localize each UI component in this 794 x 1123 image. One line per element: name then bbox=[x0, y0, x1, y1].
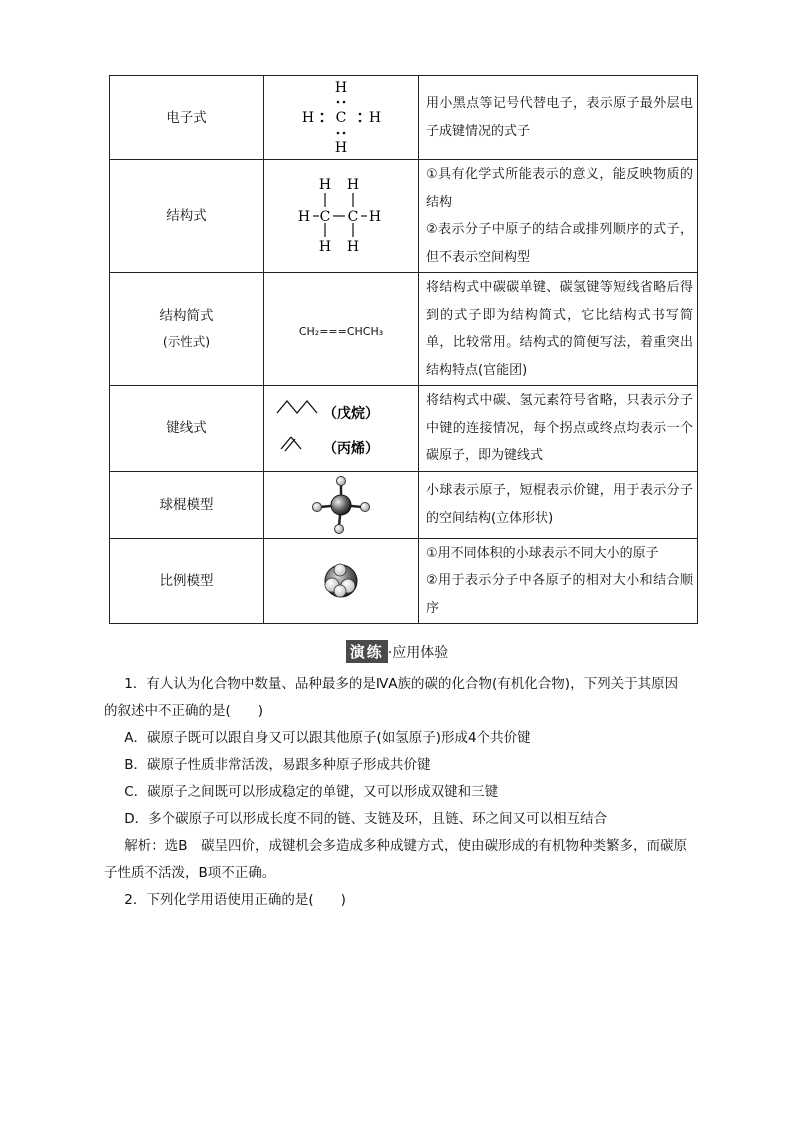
row-name: 球棍模型 bbox=[110, 471, 264, 538]
row-name: 电子式 bbox=[110, 76, 264, 160]
skeletal-formula-figure bbox=[264, 386, 419, 472]
row-name: 比例模型 bbox=[110, 538, 264, 624]
formula-atom: H bbox=[346, 177, 360, 193]
table-row bbox=[110, 386, 698, 472]
formula-atom: H bbox=[318, 239, 332, 255]
option-d: D．多个碳原子可以形成长度不同的链、支链及环，且链、环之间又可以相互结合 bbox=[124, 811, 608, 827]
row-name-sub: (示性式) bbox=[162, 334, 211, 349]
formula-atom: H bbox=[301, 109, 315, 126]
table-row bbox=[110, 538, 698, 624]
option-b: B．碳原子性质非常活泼，易跟多种原子形成共价键 bbox=[124, 757, 431, 773]
row-description: 将结构式中碳、氢元素符号省略，只表示分子中键的连接情况，每个拐点或终点均表示一个碳原子，即为键线式 bbox=[419, 386, 698, 472]
question-2: 2．下列化学用语使用正确的是( ) bbox=[124, 892, 346, 908]
propene-label: （丙烯） bbox=[323, 441, 379, 458]
representation-table bbox=[109, 75, 698, 624]
row-name: 结构简式 bbox=[159, 308, 214, 324]
option-a: A．碳原子既可以跟自身又可以跟其他原子(如氢原子)形成4个共价键 bbox=[124, 730, 531, 746]
row-description: 用小黑点等记号代替电子，表示原子最外层电子成键情况的式子 bbox=[419, 76, 698, 160]
row-description: ①用不同体积的小球表示不同大小的原子 ②用于表示分子中各原子的相对大小和结合顺序 bbox=[419, 538, 698, 624]
row-description: 小球表示原子，短棍表示价键，用于表示分子的空间结构(立体形状) bbox=[419, 471, 698, 538]
option-c: C．碳原子之间既可以形成稳定的单键，又可以形成双键和三键 bbox=[124, 784, 499, 800]
formula-atom: H bbox=[297, 209, 311, 225]
table-row bbox=[110, 273, 698, 386]
table-row bbox=[110, 471, 698, 538]
ball-stick-model bbox=[264, 471, 419, 538]
pentane-label: （戊烷） bbox=[323, 406, 379, 423]
section-title: ·应用体验 bbox=[387, 645, 449, 661]
formula-atom: H bbox=[368, 209, 382, 225]
electron-formula-figure bbox=[264, 76, 419, 160]
row-description: ①具有化学式所能表示的意义，能反映物质的结构 ②表示分子中原子的结合或排列顺序的式子，但不表示空间构型 bbox=[419, 160, 698, 273]
formula-atom: C bbox=[347, 209, 359, 225]
table-row bbox=[110, 76, 698, 160]
row-name-cell bbox=[110, 273, 264, 386]
question-1: 1．有人认为化合物中数量、品种最多的是ⅣA族的碳的化合物(有机化合物)，下列关于其原因的叙述中不正确的是( ) bbox=[104, 676, 679, 719]
condensed-formula-text: CH₂===CHCH₃ bbox=[298, 324, 384, 338]
formula-atom: H bbox=[318, 177, 332, 193]
formula-atom: H bbox=[346, 239, 360, 255]
formula-atom: H bbox=[334, 79, 348, 96]
row-name: 结构式 bbox=[110, 160, 264, 273]
formula-atom: H bbox=[334, 139, 348, 156]
space-filling-model bbox=[264, 538, 419, 624]
formula-atom: C bbox=[335, 109, 347, 126]
questions-block bbox=[104, 671, 690, 914]
pentane-skeleton bbox=[277, 401, 317, 413]
structural-formula-figure bbox=[264, 160, 419, 273]
table-row bbox=[110, 160, 698, 273]
section-badge: 演练 bbox=[346, 640, 388, 663]
section-heading bbox=[0, 640, 794, 663]
row-name: 键线式 bbox=[110, 386, 264, 472]
formula-atom: C bbox=[319, 209, 331, 225]
condensed-formula bbox=[264, 273, 419, 386]
analysis: 解析：选B 碳呈四价，成键机会多造成多种成键方式，使由碳形成的有机物种类繁多，而碳原子性质不活泼，B项不正确。 bbox=[104, 838, 688, 881]
formula-atom: H bbox=[368, 109, 382, 126]
row-description: 将结构式中碳碳单键、碳氢键等短线省略后得到的式子即为结构简式，它比结构式书写简单，比较常用。结构式的简便写法，着重突出结构特点(官能团) bbox=[419, 273, 698, 386]
